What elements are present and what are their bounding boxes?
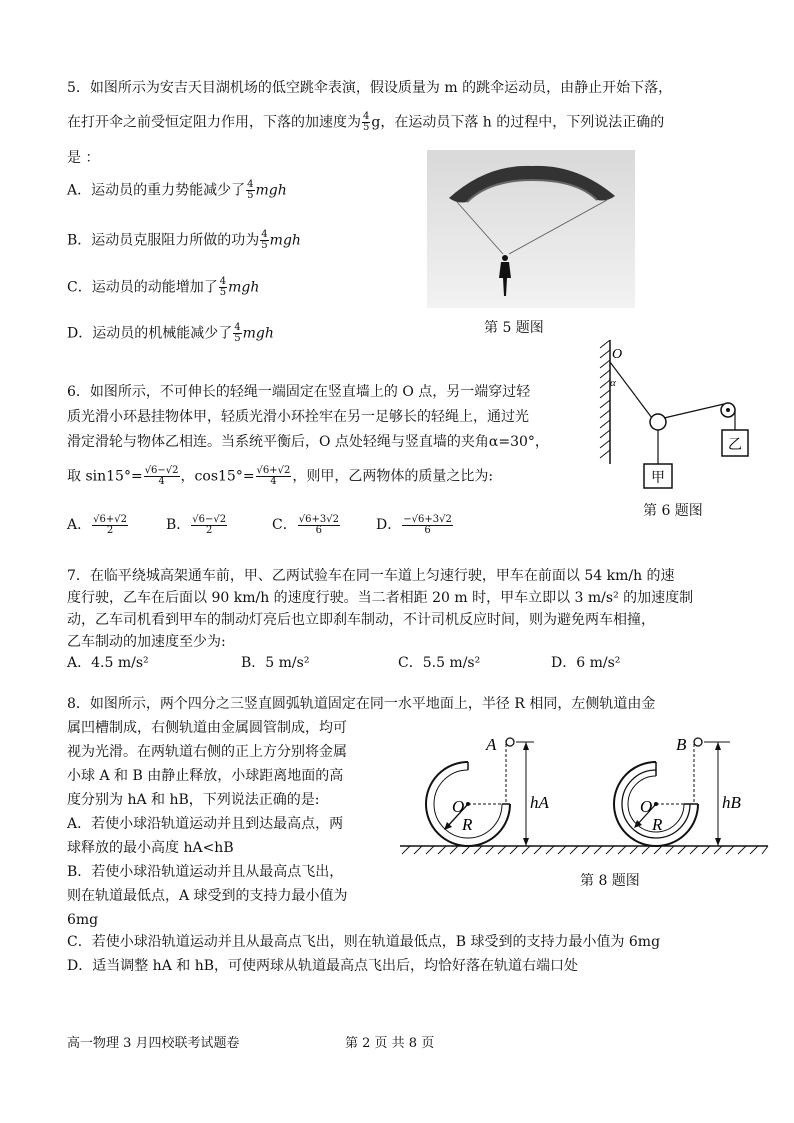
q5-line3: 是 ：: [67, 150, 100, 166]
q8-line1: 8．如图所示，两个四分之三竖直圆弧轨道固定在同一水平地面上，半径 R 相同，左侧轨道由金: [67, 696, 656, 712]
q8-option-b-line1: B．若使小球沿轨道运动并且从最高点飞出，: [67, 864, 344, 880]
q5-line2-pre: 在打开伞之前受恒定阻力作用，下落的加速度为: [67, 114, 361, 131]
q5-fraction: $\frac{4}{5}$: [363, 111, 370, 133]
q8-label-hB: hB: [722, 793, 741, 812]
q6-line1: 6．如图所示，不可伸长的轻绳一端固定在竖直墙上的 O 点，另一端穿过轻: [67, 384, 531, 400]
q6-label-yi: 乙: [728, 437, 742, 453]
q8-option-c: C．若使小球沿轨道运动并且从最高点飞出，则在轨道最低点，B 球受到的支持力最小值为 6mg: [67, 934, 661, 950]
q8-option-b-line2: 则在轨道最低点，A 球受到的支持力最小值为: [67, 888, 348, 904]
q5-option-b: B．运动员克服阻力所做的功为 $\frac{4}{5}$ mgh: [67, 229, 301, 251]
q8-left-line3: 小球 A 和 B 由静止释放，小球距离地面的高: [67, 768, 344, 784]
q6-label-jia: 甲: [651, 470, 665, 486]
q7-line2: 度行驶，乙车在后面以 90 km/h 的速度行驶。当二者相距 20 m 时，甲车立即以 3 m/s² 的加速度制: [67, 590, 694, 606]
q5-option-c: C．运动员的动能增加了 $\frac{4}{5}$ mgh: [67, 276, 260, 298]
q7-line3: 动，乙车司机看到甲车的制动灯亮后也立即刹车制动，不计司机反应时间，则为避免两车相撞，: [67, 612, 655, 628]
q5-option-d: D．运动员的机械能减少了 $\frac{4}{5}$ mgh: [67, 322, 274, 344]
q7-option-d: D．6 m/s²: [551, 655, 621, 671]
q6-line2: 质光滑小环悬挂物体甲，轻质光滑小环拴牢在另一足够长的轻绳上，通过光: [67, 409, 529, 425]
q7-line4: 乙车制动的加速度至少为:: [67, 634, 226, 650]
q8-option-a-line2: 球释放的最小高度 hA<hB: [67, 840, 234, 856]
q5-line2-post: g，在运动员下落 h 的过程中，下列说法正确的: [371, 114, 665, 131]
q6-option-b: B． $\frac{√6-√2}{2}$: [166, 513, 227, 536]
q6-option-d: D． $\frac{-√6+3√2}{6}$: [376, 513, 452, 536]
q8-figure: [396, 728, 772, 868]
q5-option-a: A．运动员的重力势能减少了 $\frac{4}{5}$ mgh: [67, 179, 287, 201]
footer-page-number: 第 2 页 共 8 页: [345, 1036, 435, 1051]
q5-line1: 5．如图所示为安吉天目湖机场的低空跳伞表演，假设质量为 m 的跳伞运动员，由静止开始下落，: [67, 80, 673, 96]
q6-option-a: A． $\frac{√6+√2}{2}$: [67, 513, 127, 536]
q8-option-d: D．适当调整 hA 和 hB，可使两球从轨道最高点飞出后，均恰好落在轨道右端口处: [67, 958, 579, 974]
q8-label-O-right: O: [640, 797, 653, 816]
q6-line3: 滑定滑轮与物体乙相连。当系统平衡后，O 点处轻绳与竖直墙的夹角α=30°，: [67, 434, 549, 450]
q8-label-R-left: R: [462, 815, 473, 834]
q7-option-a: A．4.5 m/s²: [67, 655, 149, 671]
q8-label-O-left: O: [452, 797, 465, 816]
q6-figure: [596, 338, 756, 496]
q8-option-b-line3: 6mg: [67, 912, 99, 928]
q5-caption: 第 5 题图: [484, 320, 544, 336]
q5-parachute-photo: [427, 150, 635, 308]
footer-title: 高一物理 3 月四校联考试题卷: [67, 1036, 240, 1051]
q6-label-O: O: [612, 347, 623, 362]
q8-left-line4: 度分别为 hA 和 hB，下列说法正确的是:: [67, 792, 320, 808]
q8-left-line2: 视为光滑。在两轨道右侧的正上方分别将金属: [67, 744, 347, 760]
q8-option-a-line1: A．若使小球沿轨道运动并且到达最高点，两: [67, 816, 344, 832]
q8-label-R-right: R: [652, 815, 663, 834]
q8-left-line1: 属凹槽制成，右侧轨道由金属圆管制成，均可: [67, 720, 347, 736]
q8-label-A: A: [486, 735, 497, 754]
q8-label-hA: hA: [530, 793, 549, 812]
q7-option-b: B．5 m/s²: [241, 655, 310, 671]
q8-label-B: B: [676, 735, 687, 754]
q6-option-c: C． $\frac{√6+3√2}{6}$: [272, 513, 339, 536]
q7-line1: 7．在临平绕城高架通车前，甲、乙两试验车在同一车道上匀速行驶，甲车在前面以 54 km/h 的速: [67, 568, 675, 584]
q6-label-alpha: α: [610, 377, 616, 389]
q8-caption: 第 8 题图: [580, 873, 640, 889]
q5-line2: [67, 112, 664, 133]
q7-option-c: C．5.5 m/s²: [398, 655, 481, 671]
q6-caption: 第 6 题图: [643, 503, 703, 519]
q6-line4: 取 sin15°= $\frac{√6-√2}{4}$ ，cos15°= $\frac{√6+√2}{4}$ ，则甲，乙两物体的质量之比为:: [67, 465, 494, 487]
